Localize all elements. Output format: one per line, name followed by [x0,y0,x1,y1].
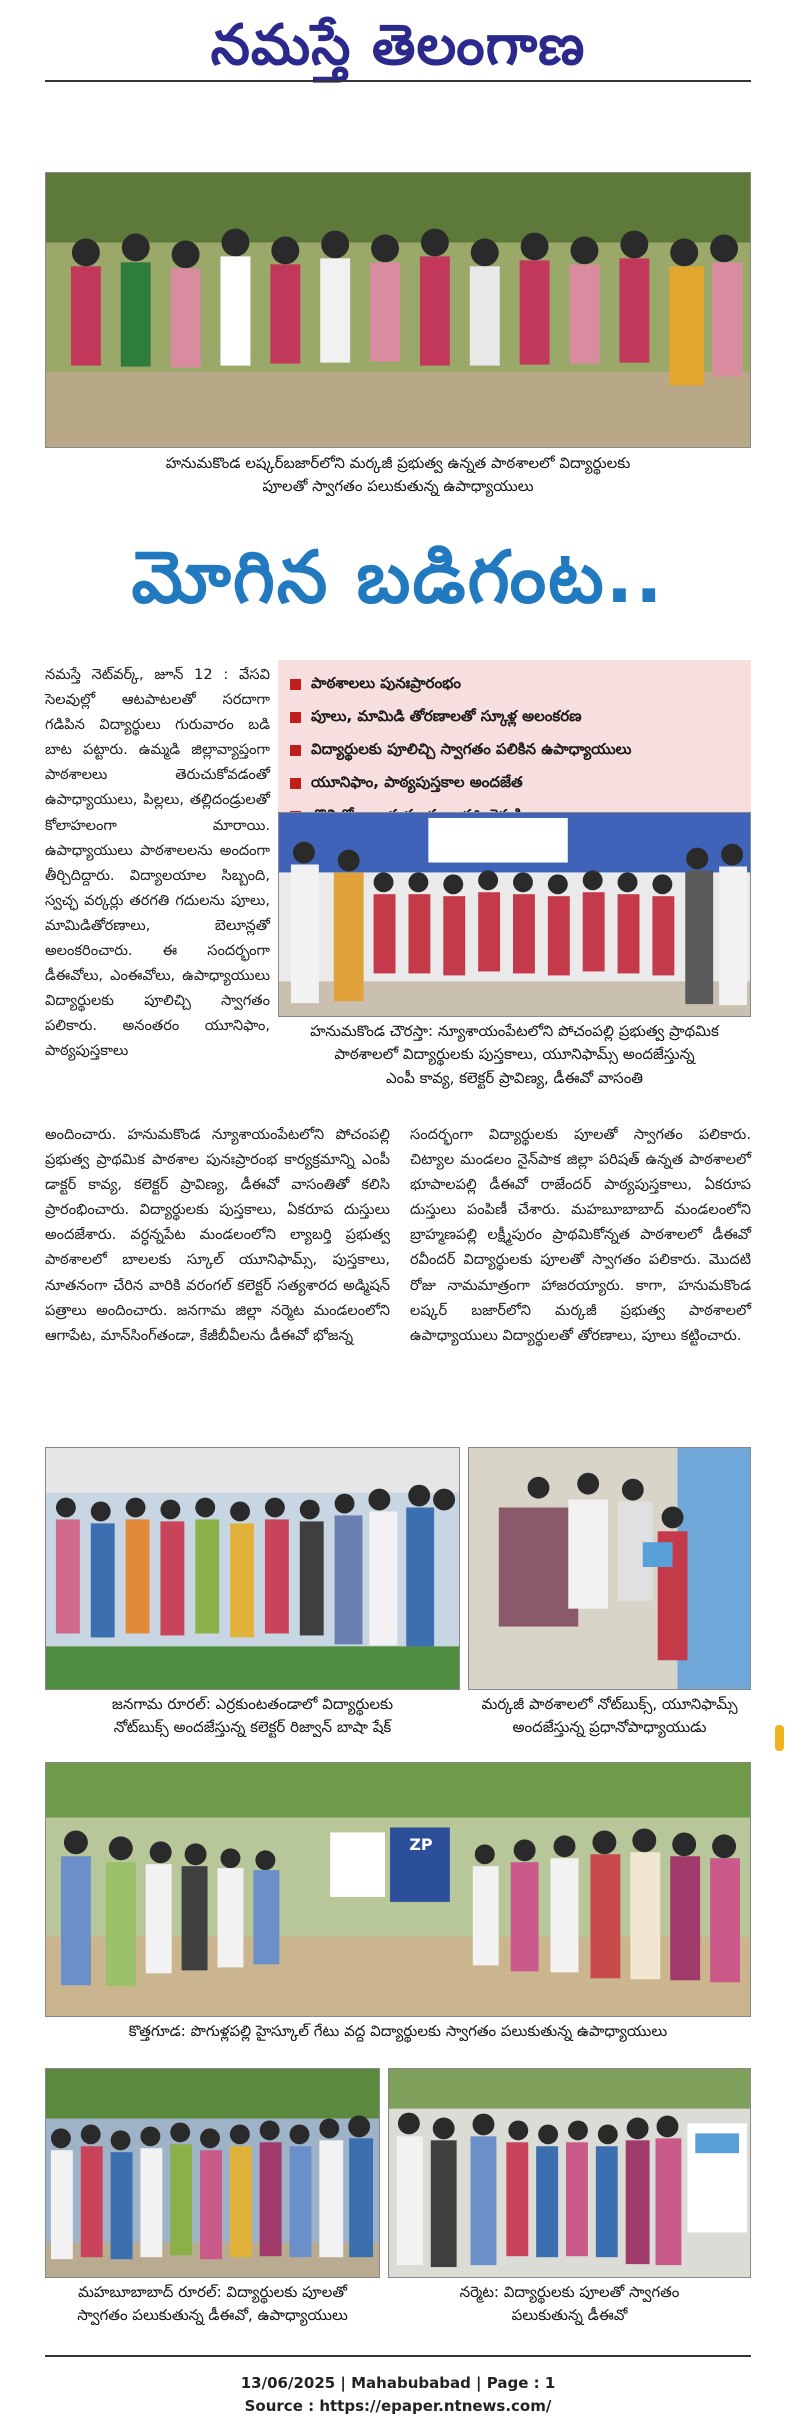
zp-banner-text: ZP [409,1835,433,1854]
caption-row1-left: జనగామ రూరల్: ఎర్రకుంటతండాలో విద్యార్థులకు నోట్‌బుక్స్ అందజేస్తున్న కలెక్టర్ రిజ్వాన్ బాషా షేక్ [111,1695,394,1737]
article-bottom-left: అందించారు. హనుమకొండ న్యూశాయంపేటలోని పోచంపల్లి ప్రభుత్వ ప్రాథమిక పాఠశాల పునఃప్రారంభ కార్యక్రమాన్ని ఎంపీ డాక్టర్ కావ్య, కలెక్టర్ ప్రావిణ్య, డీఈవో వాసంతితో కలిసి ప్రారంభించారు. విద్యార్థులకు పుస్తకాలు, ఏకరూప దుస్తులు అందజేశారు. వర్ధన్నపేట మండలంలోని ల్యాబర్తి ప్రభుత్వ పాఠశాలలో బాలలకు స్కూల్ యూనిఫామ్స్, పుస్తకాలు, నూతనంగా చేరిన వారికి వరంగల్ కలెక్టర్ సత్యశారద అడ్మిషన్ పత్రాలు అందించారు. జనగామ జిల్లా నర్మెట మండలంలోని ఆగాపేట, మాన్‌సింగ్‌తండా, కేజీబీవీలను డీఈవో భోజన్న [45,1126,390,1344]
caption-row2: కొత్తగూడ: పొగుళ్లపల్లి హైస్కూల్ గేటు వద్ద విద్యార్థులకు స్వాగతం పలుకుతున్న ఉపాధ్యాయులు [128,2022,668,2040]
bullet-icon [290,778,301,789]
photo-row1-left [45,1447,460,1690]
footer-date-edition: 13/06/2025 | Mahabubabad | Page : 1 [240,2374,556,2392]
highlight-item: విద్యార్థులకు పూలిచ్చి స్వాగతం పలికిన ఉపాధ్యాయులు [290,734,739,767]
bullet-icon [290,745,301,756]
photo-top [45,172,751,448]
bullet-icon [290,712,301,723]
bullet-icon [290,679,301,690]
photo-row1-right [468,1447,751,1690]
caption-row1-right: మర్కజీ పాఠశాలలో నోట్‌బుక్స్, యూనిఫామ్స్ అందజేస్తున్న ప్రధానోపాధ్యాయుడు [481,1695,738,1737]
masthead-rule [45,80,751,82]
highlight-item: పూలు, మామిడి తోరణాలతో స్కూళ్ల అలంకరణ [290,701,739,734]
footer-rule [45,2355,751,2357]
headline: మోగిన బడిగంట.. [131,535,665,619]
page-edge-tab [775,1725,784,1751]
footer-source-link[interactable]: Source : https://epaper.ntnews.com/ [244,2396,552,2415]
photo-mid [278,812,751,1017]
highlight-item: యూనిఫాం, పాఠ్యపుస్తకాల అందజేత [290,767,739,800]
footer [0,2372,796,2417]
caption-row3-right: నర్మెట: విద్యార్థులకు పూలతో స్వాగతం పలుకుతున్న డీఈవో [459,2283,680,2325]
caption-top: హనుమకొండ లష్కర్‌బజార్‌లోని మర్కజీ ప్రభుత్వ ఉన్నత పాఠశాలలో విద్యార్థులకు పూలతో స్వాగతం పలుకుతున్న ఉపాధ్యాయులు [165,454,631,496]
masthead-logo: నమస్తే తెలంగాణ [210,12,586,78]
article-left-column: నమస్తే నెట్‌వర్క్, జూన్ 12 : వేసవి సెలవుల్లో ఆటపాటలతో సరదాగా గడిపిన విద్యార్థులు గురువారం బడి బాట పట్టారు. ఉమ్మడి జిల్లావ్యాప్తంగా పాఠశాలలు తెరుచుకోవడంతో ఉపాధ్యాయులు, పిల్లలు, తల్లిదండ్రులతో కోలాహలంగా మారాయి. ఉపాధ్యాయులు పాఠశాలలను అందంగా తీర్చిదిద్దారు. విద్యాలయాల సిబ్బంది, స్వచ్ఛ వర్కర్లు తరగతి గదులను పూలు, మామిడితోరణాలు, బెలూన్లతో అలంకరించారు. ఈ సందర్భంగా డీఈవోలు, ఎంఈవోలు, ఉపాధ్యాయులు విద్యార్థులకు పూలిచ్చి స్వాగతం పలికారు. అనంతరం యూనిఫాం, పాఠ్యపుస్తకాలు [45,666,270,1060]
photo-row2 [45,1762,751,2017]
caption-mid: హనుమకొండ చౌరస్తా: న్యూశాయంపేటలోని పోచంపల్లి ప్రభుత్వ ప్రాథమిక పాఠశాలలో విద్యార్థులకు పుస్తకాలు, యూనిఫామ్స్ అందజేస్తున్న ఎంపీ కావ్య, కలెక్టర్ ప్రావిణ్య, డీఈవో వాసంతి [310,1022,719,1087]
caption-row3-left: మహబూబాబాద్ రూరల్: విద్యార్థులకు పూలతో స్వాగతం పలుకుతున్న డీఈవో, ఉపాధ్యాయులు [77,2283,348,2325]
highlight-item: పాఠశాలలు పునఃప్రారంభం [290,668,739,701]
photo-row3-left [45,2068,380,2278]
article-bottom-right: సందర్భంగా విద్యార్థులకు పూలతో స్వాగతం పలికారు. చిట్యాల మండలం నైన్‌పాక జిల్లా పరిషత్ ఉన్నత పాఠశాలలో భూపాలపల్లి డీఈవో రాజేందర్ పాఠ్యపుస్తకాలు, ఏకరూప దుస్తులు పంపిణీ చేశారు. మహబూబాబాద్ మండలంలోని బ్రాహ్మణపల్లి లక్ష్మీపురం ప్రాథమికోన్నత పాఠశాలలో డీఈవో రవీందర్ విద్యార్థులకు పూలతో స్వాగతం పలికారు. మొదటి రోజు నామమాత్రంగా హాజరయ్యారు. కాగా, హనుమకొండ లష్కర్ బజార్‌లోని మర్కజీ ప్రభుత్వ పాఠశాలలో ఉపాధ్యాయులు విద్యార్థులతో తోరణాలు, పూలు కట్టించారు. [410,1126,751,1344]
photo-row3-right [388,2068,751,2278]
